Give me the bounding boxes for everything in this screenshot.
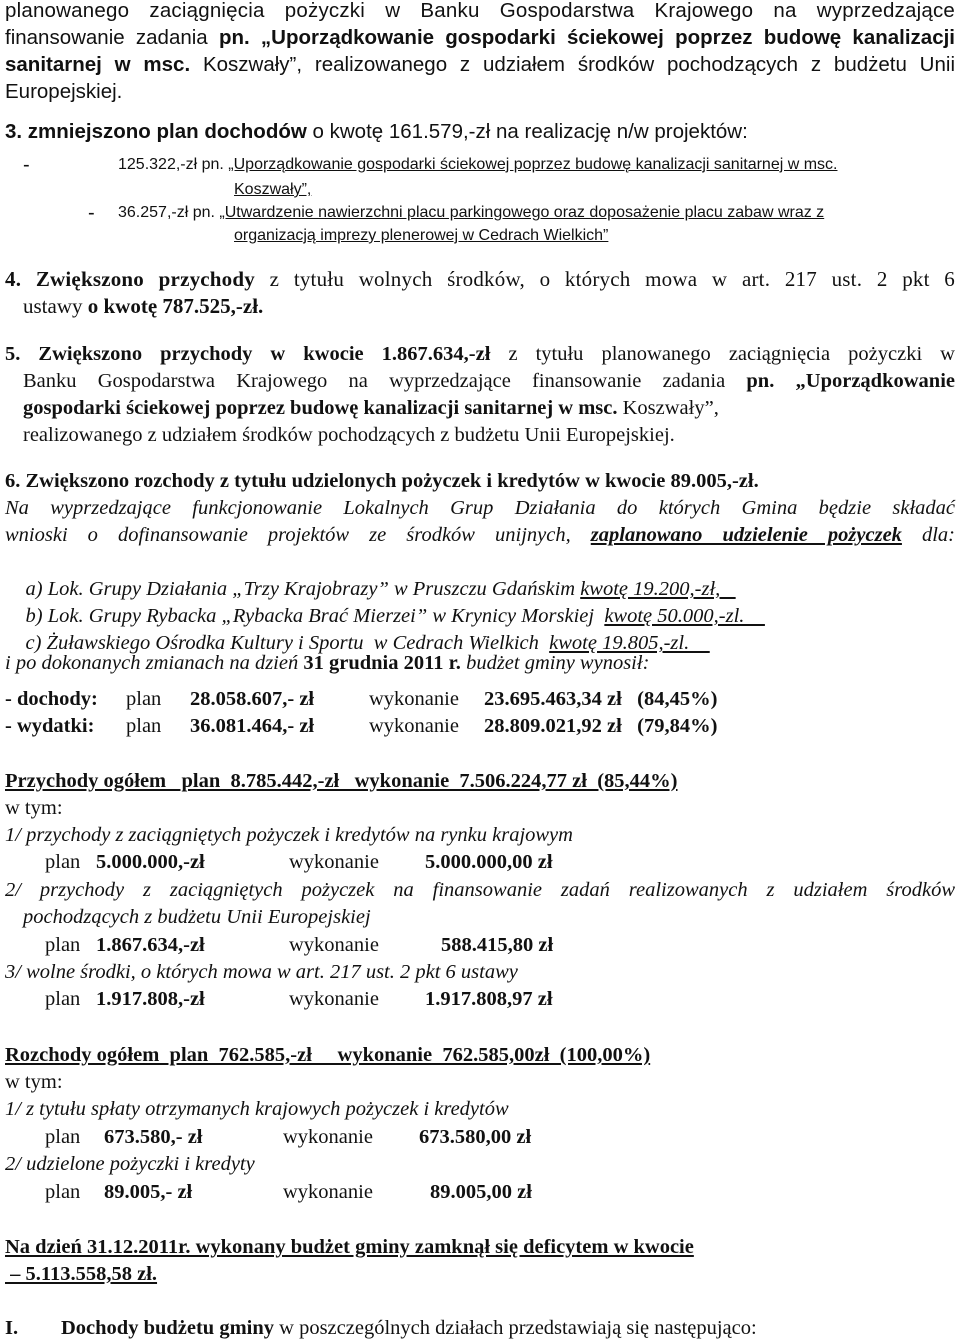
rozchody-item-2: 2/ udzielone pożyczki i kredyty — [5, 1153, 255, 1175]
section-5-line — [23, 395, 719, 422]
section-i-title — [61, 1315, 757, 1342]
exec-label: wykonanie — [283, 1181, 373, 1203]
plan-label: plan — [45, 1181, 81, 1203]
text-run: b) Lok. Grupy Rybacka „Rybacka Brać Mierzei” w Krynicy Morskiej — [25, 605, 605, 627]
text-run: o kwotę 787.525,-zł. — [87, 294, 264, 318]
section-4-line — [23, 293, 263, 320]
plan-label: plan — [45, 851, 81, 873]
exec-label: wykonanie — [289, 988, 379, 1010]
para-line: Europejskiej. — [5, 80, 123, 103]
deficit-amount: – 5.113.558,58 zł. — [5, 1263, 158, 1285]
text-run: o kwotę 161.579,-zł na realizację n/w projektów: — [306, 120, 748, 143]
text-run: dla: — [901, 524, 955, 546]
exec-value: 5.000.000,00 zł — [425, 851, 553, 873]
text-run: Koszwały”, — [617, 397, 719, 419]
dochody-plan-label: plan — [126, 688, 162, 710]
section-5-line: realizowanego z udziałem środków pochodzących z budżetu Unii Europejskiej. — [23, 424, 675, 446]
bullet-dash: - — [88, 202, 95, 224]
plan-value: 1.867.634,-zł — [96, 934, 205, 956]
exec-value: 1.917.808,97 zł — [425, 988, 553, 1010]
text-run: ustawy — [23, 294, 88, 318]
przychody-item-2: 2/ przychody z zaciągniętych pożyczek na finansowanie zadań realizowanych z udziałem środków — [5, 879, 955, 901]
exec-value: 673.580,00 zł — [419, 1126, 532, 1148]
plan-value: 1.917.808,-zł — [96, 988, 205, 1010]
project-title: organizacją imprezy plenerowej w Cedrach Wielkich” — [234, 227, 609, 244]
plan-label: plan — [45, 1126, 81, 1148]
deficit-line: Na dzień 31.12.2011r. wykonany budżet gminy zamknął się deficytem w kwocie — [5, 1236, 694, 1258]
project-title: Koszwały”, — [234, 181, 312, 198]
exec-label: wykonanie — [289, 851, 379, 873]
section-5-line — [5, 341, 955, 368]
para-line — [5, 24, 955, 51]
text-run: zaplanowano udzielenie pożyczek — [590, 524, 902, 546]
text-run: 4. Zwiększono przychody — [5, 267, 255, 291]
wydatki-plan-label: plan — [126, 715, 162, 737]
plan-value: 673.580,- zł — [104, 1126, 203, 1148]
exec-label: wykonanie — [289, 934, 379, 956]
w-tym-label: w tym: — [5, 1071, 63, 1093]
loan-amount: kwotę 19.805,-zl. — [549, 632, 710, 654]
text-run: z tytułu wolnych środków, o których mowa w art. 217 ust. 2 pkt 6 — [254, 267, 955, 291]
text-run: wnioski o dofinansowanie projektów ze środków unijnych, — [5, 524, 591, 546]
dochody-label: - dochody: — [5, 688, 98, 710]
exec-value: 588.415,80 zł — [441, 934, 554, 956]
przychody-item-1: 1/ przychody z zaciągniętych pożyczek i kredytów na rynku krajowym — [5, 824, 573, 846]
text-run: 125.322,-zł pn. — [118, 156, 229, 173]
plan-value: 89.005,- zł — [104, 1181, 193, 1203]
loan-amount: kwotę 50.000,-zl. — [604, 605, 765, 627]
plan-label: plan — [45, 988, 81, 1010]
text-run: finansowanie zadania — [5, 26, 219, 49]
project-line — [118, 155, 837, 175]
rozchody-item-1: 1/ z tytułu spłaty otrzymanych krajowych pożyczek i kredytów — [5, 1098, 509, 1120]
text-run: budżet gminy wynosił: — [460, 652, 650, 674]
section-6-line — [5, 522, 955, 549]
text-run: 36.257,-zł pn. — [118, 204, 220, 221]
dochody-exec: 23.695.463,34 zł (84,45%) — [484, 688, 718, 710]
w-tym-label: w tym: — [5, 797, 63, 819]
text-run: c) Żuławskiego Ośrodka Kultury i Sportu w Cedrach Wielkich — [25, 632, 550, 654]
plan-value: 5.000.000,-zł — [96, 851, 205, 873]
przychody-item-2-cont: pochodzących z budżetu Unii Europejskiej — [23, 906, 371, 928]
wydatki-exec: 28.809.021,92 zł (79,84%) — [484, 715, 718, 737]
wydatki-plan: 36.081.464,- zł — [190, 715, 315, 737]
text-run: a) Lok. Grupy Działania „Trzy Krajobrazy” w Pruszczu Gdańskim — [25, 578, 581, 600]
przychody-item-3: 3/ wolne środki, o których mowa w art. 217 ust. 2 pkt 6 ustawy — [5, 961, 518, 983]
text-run: gospodarki ściekowej poprzez budowę kanalizacji sanitarnej w msc. — [23, 397, 618, 419]
exec-label: wykonanie — [283, 1126, 373, 1148]
bullet-dash: - — [23, 154, 30, 176]
section-3-heading — [5, 118, 748, 145]
section-5-line — [23, 368, 955, 395]
text-run: z tytułu planowanego zaciągnięcia pożyczki w — [490, 343, 955, 365]
rozchody-heading: Rozchody ogółem plan 762.585,-zł wykonanie 762.585,00zł (100,00%) — [5, 1044, 651, 1066]
text-run: pn. „Uporządkowanie — [746, 370, 955, 392]
section-6-line: Na wyprzedzające funkcjonowanie Lokalnych Grup Działania do których Gmina będzie składać — [5, 497, 955, 519]
przychody-heading: Przychody ogółem plan 8.785.442,-zł wykonanie 7.506.224,77 zł (85,44%) — [5, 770, 678, 792]
text-run: Banku Gospodarstwa Krajowego na wyprzedzające finansowanie zadania — [23, 370, 747, 392]
loan-amount: kwotę 19.200,-zł, — [580, 578, 736, 600]
project-title: „Uporządkowanie gospodarki ściekowej poprzez budowę kanalizacji sanitarnej w msc. — [228, 156, 838, 173]
wydatki-label: - wydatki: — [5, 715, 95, 737]
text-run: 3. zmniejszono plan dochodów — [5, 120, 307, 143]
dochody-plan: 28.058.607,- zł — [190, 688, 315, 710]
plan-label: plan — [45, 934, 81, 956]
text-run: i po dokonanych zmianach na dzień — [5, 652, 304, 674]
project-line — [118, 203, 824, 223]
text-run: 5. Zwiększono przychody w kwocie 1.867.634,-zł — [5, 343, 491, 365]
exec-value: 89.005,00 zł — [430, 1181, 532, 1203]
text-run: pn. „Uporządkowanie gospodarki ściekowej poprzez budowę kanalizacji — [218, 26, 955, 49]
para-line — [5, 51, 955, 78]
text-run: sanitarnej w msc. — [5, 53, 191, 76]
text-run: 31 grudnia 2011 r. — [303, 652, 461, 674]
wydatki-exec-label: wykonanie — [369, 715, 459, 737]
text-run: Koszwały”, realizowanego z udziałem środków pochodzących z budżetu Unii — [190, 53, 955, 76]
section-6-heading: 6. Zwiększono rozchody z tytułu udzielonych pożyczek i kredytów w kwocie 89.005,-zł. — [5, 470, 759, 492]
text-run: Dochody budżetu gminy — [61, 1317, 275, 1339]
para-line: planowanego zaciągnięcia pożyczki w Banku Gospodarstwa Krajowego na wyprzedzające — [5, 0, 955, 22]
section-i-number: I. — [5, 1317, 19, 1339]
budget-intro — [5, 650, 649, 677]
text-run: w poszczególnych działach przedstawiają się następująco: — [274, 1317, 757, 1339]
section-4-line — [5, 266, 955, 293]
dochody-exec-label: wykonanie — [369, 688, 459, 710]
project-title: „Utwardzenie nawierzchni placu parkingowego oraz doposażenie placu zabaw wraz z — [219, 204, 825, 221]
